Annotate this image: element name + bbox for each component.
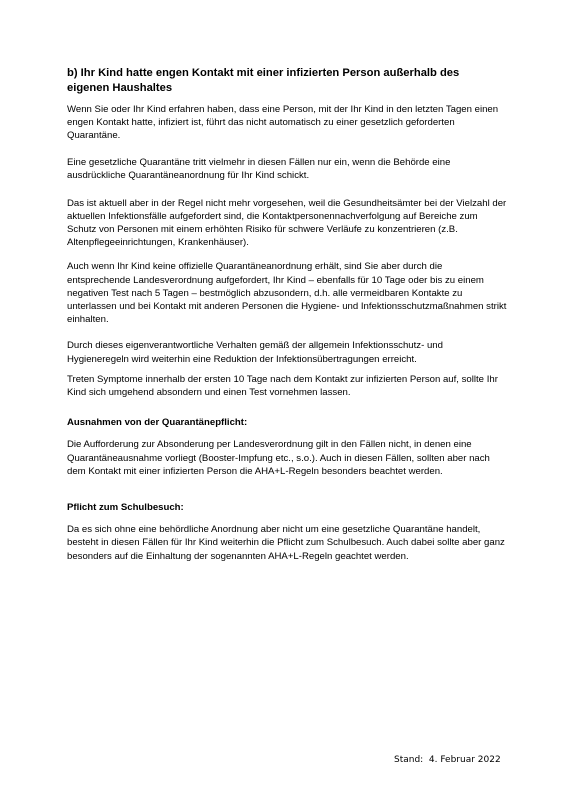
paragraph-1: Wenn Sie oder Ihr Kind erfahren haben, dass eine Person, mit der Ihr Kind in den letzten Tagen einen engen Kontakt hatte, infiziert ist, führt das nicht automatisch zu einer gesetzlich geforderten Quarantäne. [67,103,499,141]
paragraph-4: Auch wenn Ihr Kind keine offizielle Quarantäneanordnung erhält, sind Sie aber durch die entsprechende Landesverordnung aufgefordert, Ihr Kind – ebenfalls für 10 Tage oder bis zu einem negativen Test nach 5 Tagen – bestmöglich abzusondern, d.h. alle vermeidbaren Kontakte zu unterlassen und bei Kontakt mit anderen Personen die Hygiene- und Infektionsschutzmaßnahmen strikt einhalten. [67,261,507,326]
title-line-2: eigenen Haushaltes [67,81,173,94]
section-heading-exceptions: Ausnahmen von der Quarantänepflicht: [67,417,248,429]
section-text-school: Da es sich ohne eine behördliche Anordnung aber nicht um eine gesetzliche Quarantäne handelt, besteht in diesen Fällen für Ihr Kind weiterhin die Pflicht zum Schulbesuch. Auch dabei sollte aber ganz besonders auf die Einhaltung der sogenannten AHA+L-Regeln geachtet werden. [67,524,505,562]
section-text-exceptions: Die Aufforderung zur Absonderung per Landesverordnung gilt in den Fällen nicht, in denen eine Quarantäneausnahme vorliegt (Booster-Impfung etc., s.o.). Auch in diesen Fällen, sollten aber nach dem Kontakt mit einer infizierten Person die AHA+L-Regeln besonders beachtet werden. [67,439,490,477]
paragraph-6: Treten Symptome innerhalb der ersten 10 Tage nach dem Kontakt zur infizierten Person auf, sollte Ihr Kind sich umgehend absondern und einen Test vornehmen lassen. [67,373,498,399]
paragraph-2: Eine gesetzliche Quarantäne tritt vielmehr in diesen Fällen nur ein, wenn die Behörde eine ausdrückliche Quarantäneanordnung für Ihr Kind schickt. [67,157,451,182]
document-body [67,66,507,563]
document-title [67,66,507,96]
title-line-1: b) Ihr Kind hatte engen Kontakt mit einer infizierten Person außerhalb des [67,67,460,79]
paragraph-5: Durch dieses eigenverantwortliche Verhalten gemäß der allgemein Infektionsschutz- und Hygieneregeln wird weiterhin eine Reduktion der Infektionsübertragungen erreicht. [67,340,443,365]
section-heading-school: Pflicht zum Schulbesuch: [67,502,184,514]
footer-date: Stand: 4. Februar 2022 [394,755,501,765]
paragraph-3: Das ist aktuell aber in der Regel nicht mehr vorgesehen, weil die Gesundheitsämter bei der Vielzahl der aktuellen Infektionsfälle aufgefordert sind, die Kontaktpersonennachverfolgung auf Bereiche zum Schutz von Personen mit einem erhöhten Risiko für schwere Verläufe zu konzentrieren (z.B. Altenpflegeeinrichtungen, Krankenhäuser). [67,197,507,249]
